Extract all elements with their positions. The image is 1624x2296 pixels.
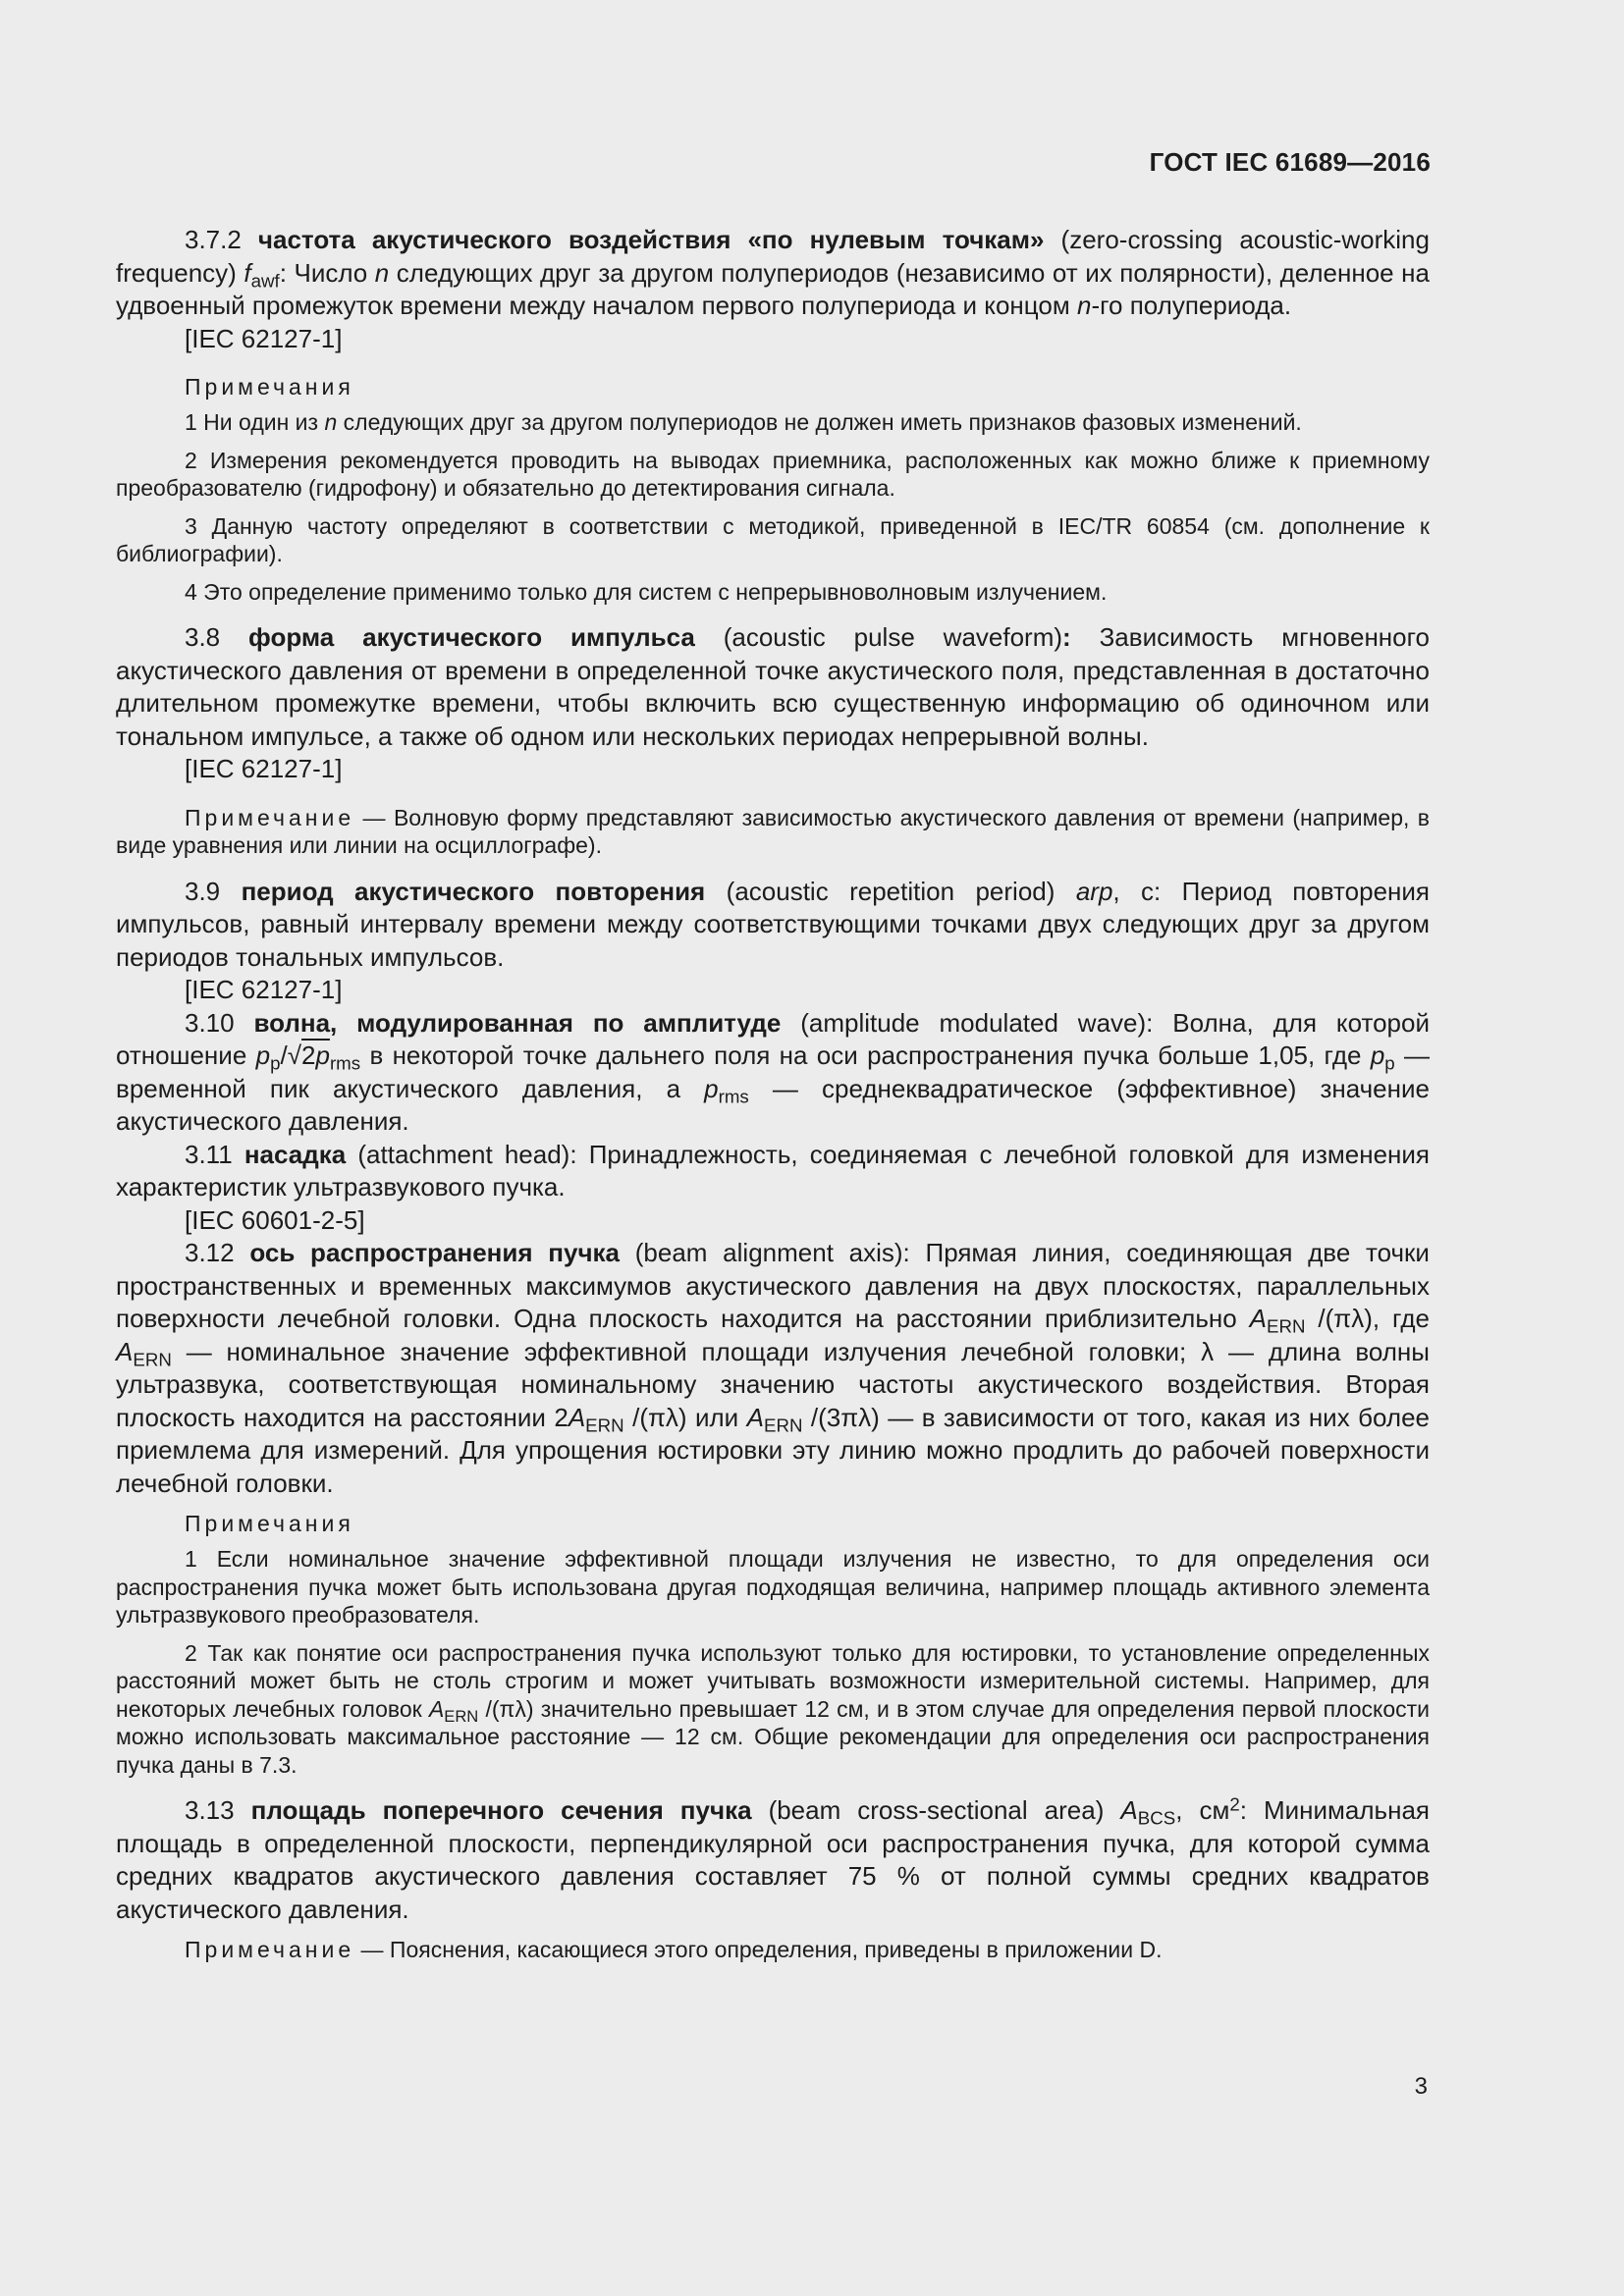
reference: [IEC 62127-1] (185, 323, 343, 353)
note-item: 3 Данную частоту определяют в соответствии с методикой, приведенной в IEC/TR 60854 (см. дополнение к библиографии). (116, 512, 1430, 566)
term-3-7-2: частота акустического воздействия «по нулевым точкам» (257, 225, 1045, 254)
note-item: Примечание — Волновую форму представляют зависимостью акустического давления от времени (например, в виде уравнения или линии на осциллографе). (116, 804, 1431, 858)
term-3-13: площадь поперечного сечения пучка (250, 1795, 752, 1825)
reference: [IEC 62127-1] (185, 754, 343, 783)
note-item: 1 Если номинальное значение эффективной площади излучения не известно, то для определения оси распространения пучка может быть использована другая подходящая величина, например площадь активного элемента ультразвукового преобразователя. (116, 1546, 1430, 1628)
note-item: 2 Так как понятие оси распространения пучка используют только для юстировки, то установление определенных расстояний может быть не столь строгим и может учитывать возможности измерительной системы. Например, для некоторых лечебных головок $A_{ERN}$ /(πλ) значительно превышает 12 см, и в этом случае для определения первой плоскости можно использовать максимальное расстояние — 12 см. Общие рекомендации для определения оси распространения пучка даны в 7.3. (116, 1639, 1430, 1778)
term-3-12: ось распространения пучка (249, 1238, 621, 1267)
definition-3-12: 3.12 ось распространения пучка (beam alignment axis): Прямая линия, соединяющая две точки пространственных и временных максимумов акустического давления на двух плоскостях, параллельных поверхности лечебной головки. Одна плоскость находится на расстоянии приблизительно $A_{ERN}$ /(πλ), где $A_{ERN}$ — номинальное значение эффективной площади излучения лечебной головки; λ — длина волны ультразвука, соответствующая номинальному значению частоты акустического воздействия. Вторая плоскость находится на расстоянии $2A_{ERN}$ /(πλ) или $A_{ERN}$ /(3πλ) — в зависимости от того, какая из них более приемлема для измерений. Для упрощения юстировки эту линию можно продлить до рабочей поверхности лечебной головки. (116, 1238, 1430, 1498)
notes-heading: Примечания (185, 1511, 354, 1536)
note-item: 1 Ни один из n следующих друг за другом полупериодов не должен иметь признаков фазовых изменений. (185, 409, 1302, 435)
document-body (116, 224, 1430, 1974)
definition-3-7-2: 3.7.2 частота акустического воздействия «по нулевым точкам» (zero-crossing acoustic-working frequency) $f_{awf}$: Число n следующих друг за другом полупериодов (независимо от их полярности), деленное на удвоенный промежуток времени между началом первого полупериода и концом n-го полупериода. (116, 225, 1430, 320)
definition-3-9: 3.9 период акустического повторения (acoustic repetition period) arp, с: Период повторения импульсов, равный интервалу времени между соответствующими точками двух следующих друг за другом периодов тональных импульсов. (116, 876, 1431, 972)
notes-heading: Примечания (185, 374, 354, 400)
note-item: 2 Измерения рекомендуется проводить на выводах приемника, расположенных как можно ближе к приемному преобразователю (гидрофону) и обязательно до детектирования сигнала. (116, 447, 1430, 501)
term-3-11: насадка (244, 1139, 347, 1169)
term-3-8: форма акустического импульса (248, 622, 695, 652)
note-item: Примечание — Пояснения, касающиеся этого определения, приведены в приложении D. (185, 1937, 1163, 1962)
definition-3-8: 3.8 форма акустического импульса (acoustic pulse waveform): Зависимость мгновенного акустического давления от времени в определенной точке акустического поля, представленная в достаточно длительном промежутке времени, чтобы включить всю существенную информацию об одиночном или тональном импульсе, а также об одном или нескольких периодах непрерывной волны. (116, 622, 1430, 751)
definition-3-11: 3.11 насадка (attachment head): Принадлежность, соединяемая с лечебной головкой для изменения характеристик ультразвукового пучка. (116, 1139, 1430, 1201)
page-number: 3 (1414, 2073, 1428, 2100)
reference: [IEC 60601-2-5] (185, 1204, 365, 1235)
reference: [IEC 62127-1] (185, 975, 343, 1004)
term-3-9: период акустического повторения (241, 876, 706, 906)
definition-3-13: 3.13 площадь поперечного сечения пучка (beam cross-sectional area) $A_{BCS}$, $см^2$: Минимальная площадь в определенной плоскости, перпендикулярной оси распространения пучка, для которой сумма средних квадратов акустического давления составляет 75 % от полной суммы средних квадратов акустического давления. (116, 1793, 1430, 1924)
term-3-10: волна, модулированная по амплитуде (253, 1007, 782, 1038)
definition-3-10: 3.10 волна, модулированная по амплитуде (amplitude modulated wave): Волна, для которой отношение $p_p/√2p_{rms}$ в некоторой точке дальнего поля на оси распространения пучка больше 1,05, где $p_p$ — временной пик акустического давления, а $p_{rms}$ — среднеквадратическое (эффективное) значение акустического давления. (116, 1007, 1431, 1136)
note-item: 4 Это определение применимо только для систем с непрерывноволновым излучением. (185, 578, 1108, 605)
document-header: ГОСТ IEC 61689—2016 (1149, 147, 1431, 177)
